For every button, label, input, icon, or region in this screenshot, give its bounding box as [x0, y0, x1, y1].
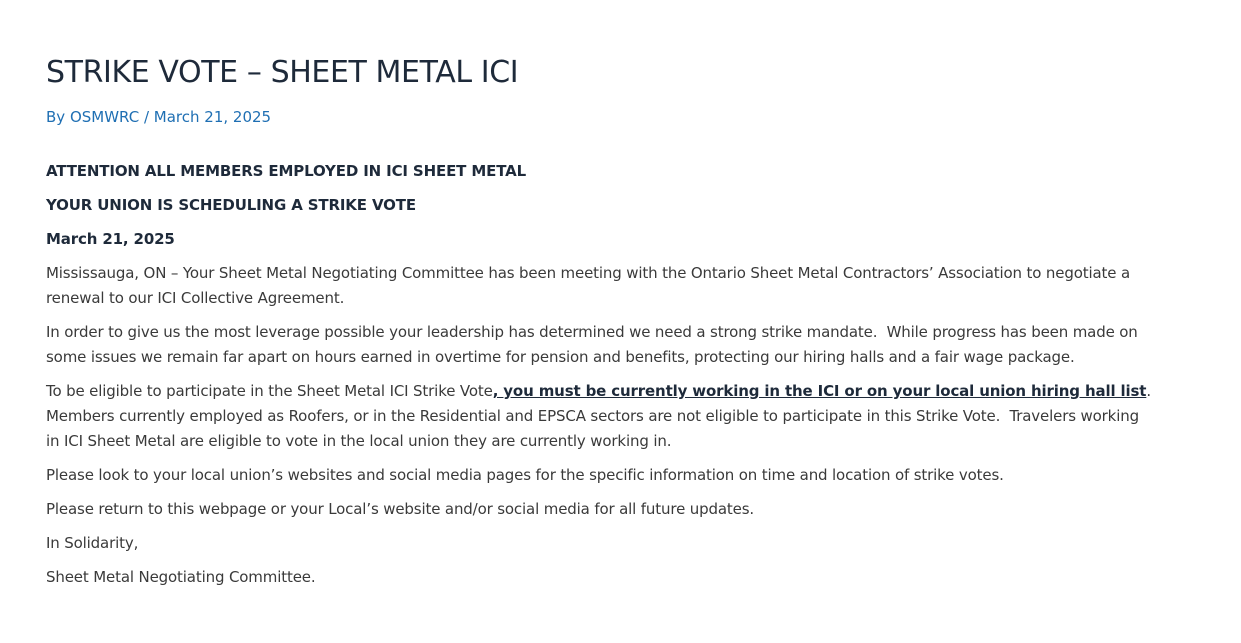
strike-vote-heading: YOUR UNION IS SCHEDULING A STRIKE VOTE — [46, 196, 416, 214]
meta-by-label: By — [46, 108, 70, 126]
signature-text: Sheet Metal Negotiating Committee. — [46, 568, 316, 586]
eligibility-text-end: . Members currently employed as Roofers, or in the Residential and EPSCA sectors are not eligible to participate in this Strike Vote. Travelers working in ICI Sheet Metal are eligible to vote in the local union they are currently working in. — [46, 382, 1151, 450]
intro-paragraph: Mississauga, ON – Your Sheet Metal Negotiating Committee has been meeting with the Ontario Sheet Metal Contractors’ Association to negotiate a renewal to our ICI Collective Agreement. — [46, 264, 1130, 307]
post-meta — [46, 107, 1156, 127]
attention-heading: ATTENTION ALL MEMBERS EMPLOYED IN ICI SHEET METAL — [46, 162, 526, 180]
updates-paragraph: Please return to this webpage or your Local’s website and/or social media for all future updates. — [46, 500, 754, 518]
eligibility-text-start: To be eligible to participate in the Sheet Metal ICI Strike Vote — [46, 382, 493, 400]
local-info-paragraph: Please look to your local union’s websites and social media pages for the specific information on time and location of strike votes. — [46, 466, 1004, 484]
eligibility-emphasis: , you must be currently working in the ICI or on your local union hiring hall list — [492, 382, 1147, 400]
meta-separator: / — [139, 108, 154, 126]
author-link[interactable]: OSMWRC — [69, 108, 140, 126]
leverage-paragraph: In order to give us the most leverage possible your leadership has determined we need a strong strike mandate. While progress has been made on some issues we remain far apart on hours earned in overtime for pension and benefits, protecting our hiring halls and a fair wage package. — [46, 323, 1138, 366]
closing-text: In Solidarity, — [46, 534, 139, 552]
post-content — [46, 159, 1156, 590]
post-date: March 21, 2025 — [153, 108, 272, 126]
date-heading: March 21, 2025 — [46, 230, 175, 248]
page-title: STRIKE VOTE – SHEET METAL ICI — [46, 55, 519, 90]
eligibility-paragraph — [46, 379, 1156, 454]
